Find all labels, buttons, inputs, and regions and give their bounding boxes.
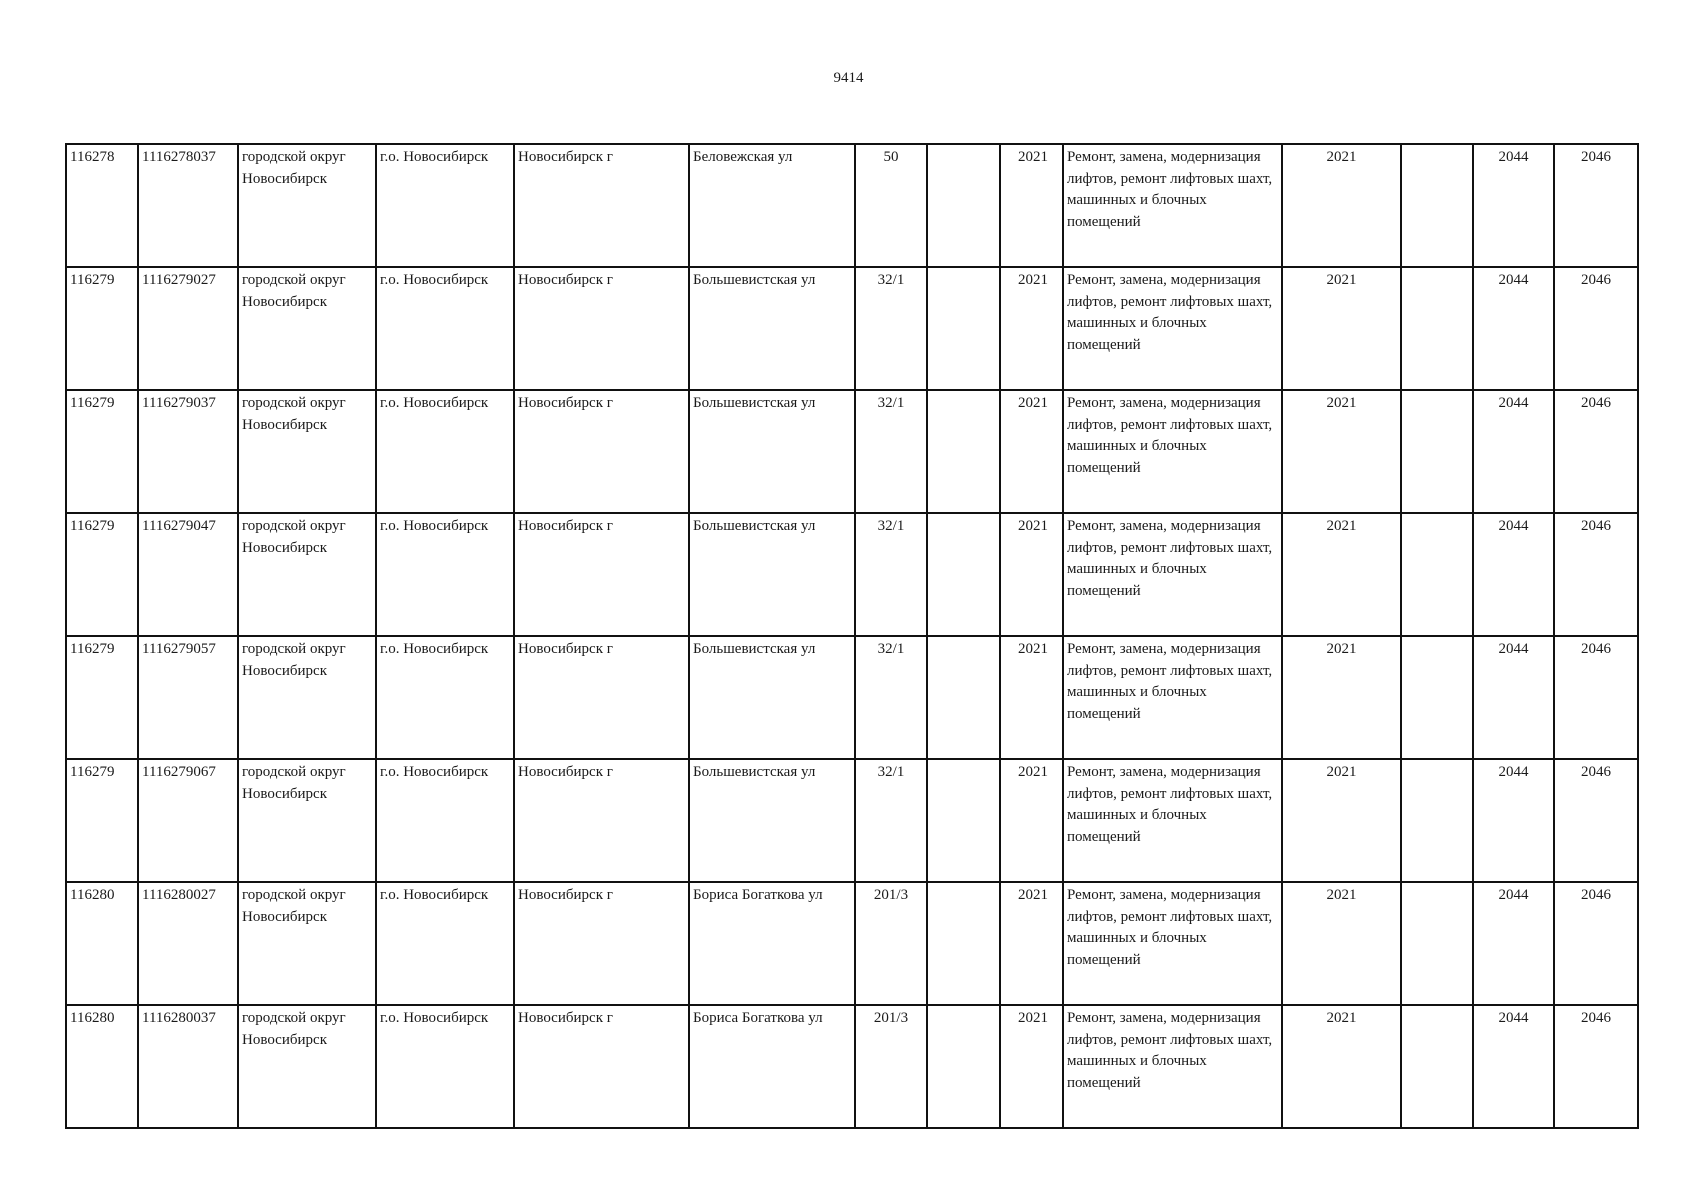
object-code-cell: 1116279057	[138, 636, 238, 759]
empty-cell	[1401, 267, 1473, 390]
empty-cell	[1401, 882, 1473, 1005]
page-number: 9414	[833, 70, 864, 86]
street-cell: Беловежская ул	[689, 144, 855, 267]
empty-cell	[1401, 636, 1473, 759]
year-cell: 2021	[1000, 513, 1063, 636]
empty-cell	[1401, 759, 1473, 882]
municipality-cell: городской округ Новосибирск	[238, 267, 376, 390]
table-row	[66, 144, 1638, 267]
year-cell: 2021	[1000, 1005, 1063, 1128]
object-code-cell: 1116280037	[138, 1005, 238, 1128]
house-number-cell: 32/1	[855, 636, 927, 759]
row-id-cell: 116279	[66, 513, 138, 636]
house-number-cell: 201/3	[855, 1005, 927, 1128]
planned-year-cell: 2021	[1282, 144, 1401, 267]
district-cell: г.о. Новосибирск	[376, 882, 514, 1005]
municipality-cell: городской округ Новосибирск	[238, 513, 376, 636]
district-cell: г.о. Новосибирск	[376, 1005, 514, 1128]
planned-year-cell: 2021	[1282, 759, 1401, 882]
district-cell: г.о. Новосибирск	[376, 513, 514, 636]
locality-cell: Новосибирск г	[514, 513, 689, 636]
table-row	[66, 267, 1638, 390]
work-type-cell: Ремонт, замена, модернизация лифтов, ремонт лифтовых шахт, машинных и блочных помещений	[1063, 267, 1282, 390]
row-id-cell: 116280	[66, 1005, 138, 1128]
year-cell: 2021	[1000, 759, 1063, 882]
object-code-cell: 1116279047	[138, 513, 238, 636]
district-cell: г.о. Новосибирск	[376, 390, 514, 513]
locality-cell: Новосибирск г	[514, 759, 689, 882]
empty-cell	[1401, 390, 1473, 513]
street-cell: Большевистская ул	[689, 390, 855, 513]
empty-cell	[927, 759, 1000, 882]
year-to-cell: 2046	[1554, 390, 1638, 513]
municipality-cell: городской округ Новосибирск	[238, 1005, 376, 1128]
house-number-cell: 32/1	[855, 513, 927, 636]
street-cell: Большевистская ул	[689, 636, 855, 759]
year-to-cell: 2046	[1554, 759, 1638, 882]
street-cell: Большевистская ул	[689, 513, 855, 636]
object-code-cell: 1116279067	[138, 759, 238, 882]
row-id-cell: 116279	[66, 390, 138, 513]
locality-cell: Новосибирск г	[514, 267, 689, 390]
year-from-cell: 2044	[1473, 1005, 1554, 1128]
street-cell: Бориса Богаткова ул	[689, 1005, 855, 1128]
planned-year-cell: 2021	[1282, 882, 1401, 1005]
year-to-cell: 2046	[1554, 636, 1638, 759]
street-cell: Бориса Богаткова ул	[689, 882, 855, 1005]
table-row	[66, 636, 1638, 759]
year-from-cell: 2044	[1473, 882, 1554, 1005]
planned-year-cell: 2021	[1282, 636, 1401, 759]
empty-cell	[927, 636, 1000, 759]
object-code-cell: 1116279037	[138, 390, 238, 513]
planned-year-cell: 2021	[1282, 513, 1401, 636]
row-id-cell: 116278	[66, 144, 138, 267]
year-from-cell: 2044	[1473, 513, 1554, 636]
district-cell: г.о. Новосибирск	[376, 144, 514, 267]
empty-cell	[927, 390, 1000, 513]
street-cell: Большевистская ул	[689, 759, 855, 882]
table-row	[66, 513, 1638, 636]
year-cell: 2021	[1000, 144, 1063, 267]
object-code-cell: 1116278037	[138, 144, 238, 267]
house-number-cell: 32/1	[855, 759, 927, 882]
row-id-cell: 116279	[66, 267, 138, 390]
street-cell: Большевистская ул	[689, 267, 855, 390]
empty-cell	[927, 267, 1000, 390]
year-cell: 2021	[1000, 390, 1063, 513]
district-cell: г.о. Новосибирск	[376, 759, 514, 882]
locality-cell: Новосибирск г	[514, 636, 689, 759]
empty-cell	[1401, 513, 1473, 636]
year-from-cell: 2044	[1473, 144, 1554, 267]
row-id-cell: 116279	[66, 636, 138, 759]
year-to-cell: 2046	[1554, 144, 1638, 267]
work-type-cell: Ремонт, замена, модернизация лифтов, ремонт лифтовых шахт, машинных и блочных помещений	[1063, 636, 1282, 759]
district-cell: г.о. Новосибирск	[376, 636, 514, 759]
year-to-cell: 2046	[1554, 1005, 1638, 1128]
empty-cell	[1401, 144, 1473, 267]
house-number-cell: 32/1	[855, 267, 927, 390]
empty-cell	[927, 513, 1000, 636]
municipality-cell: городской округ Новосибирск	[238, 882, 376, 1005]
house-number-cell: 201/3	[855, 882, 927, 1005]
locality-cell: Новосибирск г	[514, 882, 689, 1005]
year-from-cell: 2044	[1473, 390, 1554, 513]
work-type-cell: Ремонт, замена, модернизация лифтов, ремонт лифтовых шахт, машинных и блочных помещений	[1063, 1005, 1282, 1128]
empty-cell	[927, 1005, 1000, 1128]
year-from-cell: 2044	[1473, 759, 1554, 882]
year-to-cell: 2046	[1554, 513, 1638, 636]
table-row	[66, 390, 1638, 513]
planned-year-cell: 2021	[1282, 1005, 1401, 1128]
table-body	[66, 144, 1638, 1128]
empty-cell	[927, 882, 1000, 1005]
year-to-cell: 2046	[1554, 267, 1638, 390]
row-id-cell: 116280	[66, 882, 138, 1005]
work-type-cell: Ремонт, замена, модернизация лифтов, ремонт лифтовых шахт, машинных и блочных помещений	[1063, 882, 1282, 1005]
work-type-cell: Ремонт, замена, модернизация лифтов, ремонт лифтовых шахт, машинных и блочных помещений	[1063, 513, 1282, 636]
year-cell: 2021	[1000, 636, 1063, 759]
planned-year-cell: 2021	[1282, 267, 1401, 390]
year-from-cell: 2044	[1473, 267, 1554, 390]
municipality-cell: городской округ Новосибирск	[238, 759, 376, 882]
work-type-cell: Ремонт, замена, модернизация лифтов, ремонт лифтовых шахт, машинных и блочных помещений	[1063, 144, 1282, 267]
year-to-cell: 2046	[1554, 882, 1638, 1005]
municipality-cell: городской округ Новосибирск	[238, 144, 376, 267]
table-row	[66, 882, 1638, 1005]
locality-cell: Новосибирск г	[514, 390, 689, 513]
house-number-cell: 32/1	[855, 390, 927, 513]
locality-cell: Новосибирск г	[514, 1005, 689, 1128]
empty-cell	[1401, 1005, 1473, 1128]
year-cell: 2021	[1000, 267, 1063, 390]
work-type-cell: Ремонт, замена, модернизация лифтов, ремонт лифтовых шахт, машинных и блочных помещений	[1063, 759, 1282, 882]
house-number-cell: 50	[855, 144, 927, 267]
work-type-cell: Ремонт, замена, модернизация лифтов, ремонт лифтовых шахт, машинных и блочных помещений	[1063, 390, 1282, 513]
district-cell: г.о. Новосибирск	[376, 267, 514, 390]
object-code-cell: 1116279027	[138, 267, 238, 390]
row-id-cell: 116279	[66, 759, 138, 882]
year-cell: 2021	[1000, 882, 1063, 1005]
municipality-cell: городской округ Новосибирск	[238, 390, 376, 513]
locality-cell: Новосибирск г	[514, 144, 689, 267]
object-code-cell: 1116280027	[138, 882, 238, 1005]
empty-cell	[927, 144, 1000, 267]
table-row	[66, 759, 1638, 882]
planned-year-cell: 2021	[1282, 390, 1401, 513]
capital-repair-table	[65, 143, 1639, 1129]
year-from-cell: 2044	[1473, 636, 1554, 759]
table-row	[66, 1005, 1638, 1128]
municipality-cell: городской округ Новосибирск	[238, 636, 376, 759]
